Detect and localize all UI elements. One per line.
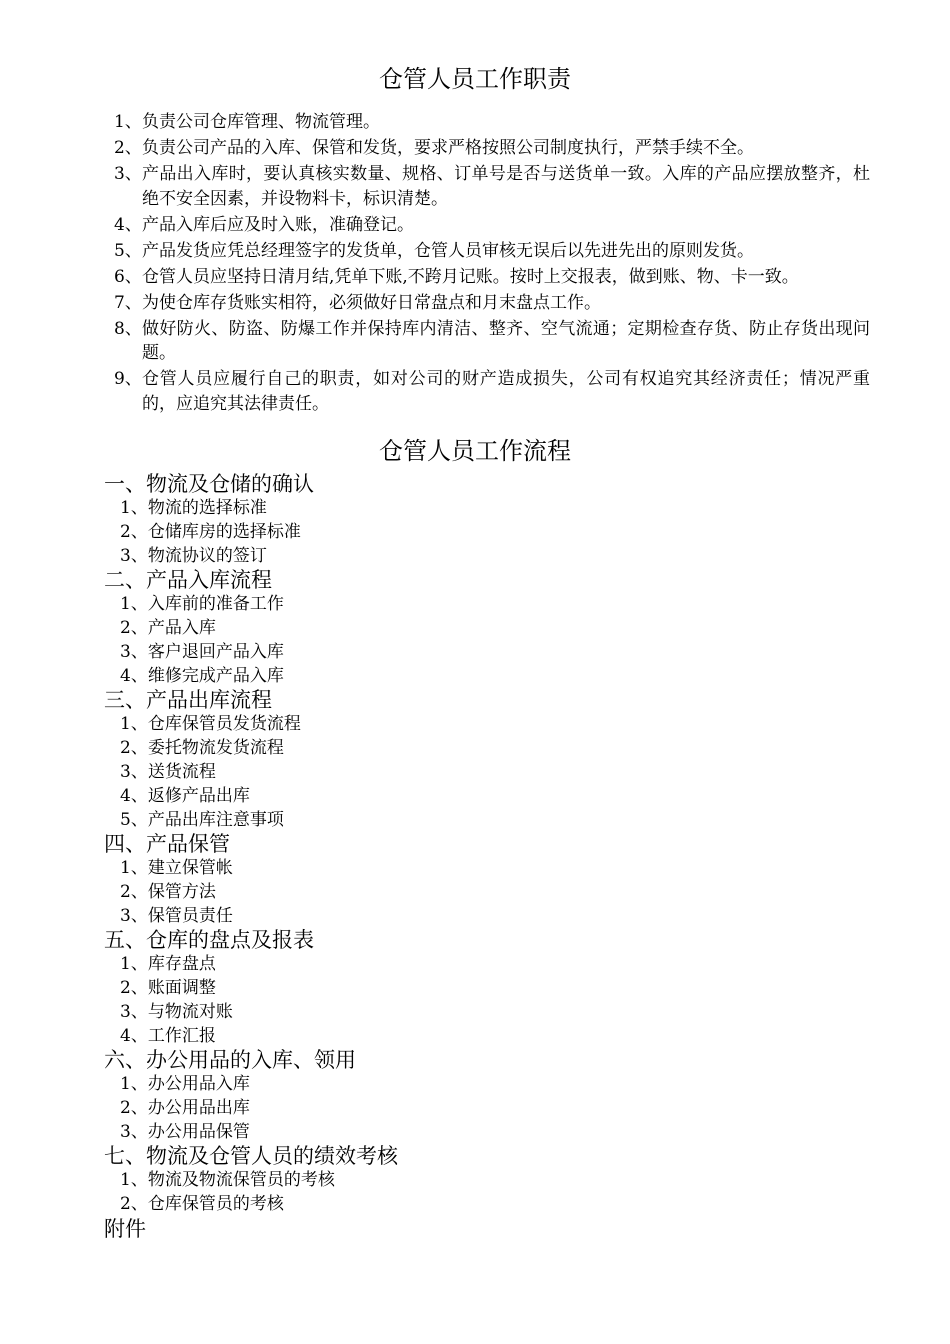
duty-number: 2、 [114,138,142,158]
section-item: 3、保管员责任 [120,906,233,926]
duties-list [0,110,950,416]
process-section [0,568,950,688]
section-item: 5、产品出库注意事项 [120,810,284,830]
section-item: 2、账面调整 [120,978,216,998]
attachment-label: 附件 [104,1217,146,1241]
section-item: 3、与物流对账 [120,1002,233,1022]
section-item: 1、建立保管帐 [120,858,233,878]
section-item: 2、办公用品出库 [120,1098,250,1118]
section-heading: 三、产品出库流程 [104,688,272,712]
duty-text: 做好防火、防盗、防爆工作并保持库内清洁、整齐、空气流通；定期检查存货、防止存货出现问题。 [142,318,870,363]
duty-number: 4、 [114,214,142,235]
section-item: 1、办公用品入库 [120,1074,250,1094]
duty-number: 8、 [114,318,142,339]
duty-item [0,291,950,316]
section-heading: 五、仓库的盘点及报表 [104,928,314,952]
duty-item [0,162,950,211]
section-heading: 二、产品入库流程 [104,568,272,592]
section-item: 1、库存盘点 [120,954,216,974]
section-item: 1、入库前的准备工作 [120,594,284,614]
section-item: 3、物流协议的签订 [120,546,267,566]
duty-number: 1、 [114,112,142,132]
section-item: 1、物流的选择标准 [120,498,267,518]
duty-text: 为使仓库存货账实相符，必须做好日常盘点和月末盘点工作。 [142,292,601,313]
process-section [0,688,950,832]
duty-item [0,110,950,135]
section-heading: 七、物流及仓管人员的绩效考核 [104,1144,398,1168]
section-item: 4、维修完成产品入库 [120,666,284,686]
section-item: 3、客户退回产品入库 [120,642,284,662]
process-title: 仓管人员工作流程 [379,437,571,465]
duty-number: 5、 [114,240,142,261]
duty-item [0,213,950,238]
duty-item [0,367,950,416]
process-section [0,928,950,1048]
duty-text: 产品发货应凭总经理签字的发货单，仓管人员审核无误后以先进先出的原则发货。 [142,240,754,261]
section-item: 1、物流及物流保管员的考核 [120,1170,335,1190]
process-section [0,832,950,928]
duty-text: 产品出入库时，要认真核实数量、规格、订单号是否与送货单一致。入库的产品应摆放整齐，杜绝不安全因素，并设物料卡，标识清楚。 [142,164,870,209]
duties-title: 仓管人员工作职责 [379,65,571,93]
process-section [0,1048,950,1144]
section-item: 2、仓库保管员的考核 [120,1194,284,1214]
duty-item [0,265,950,290]
duty-number: 9、 [114,369,142,389]
duty-text: 负责公司仓库管理、物流管理。 [142,112,380,132]
section-heading: 一、物流及仓储的确认 [104,472,314,496]
section-heading: 四、产品保管 [104,832,230,856]
process-section [0,472,950,568]
section-item: 4、工作汇报 [120,1026,216,1046]
duty-number: 7、 [114,292,142,313]
duty-item [0,136,950,161]
section-item: 2、保管方法 [120,882,216,902]
section-item: 3、送货流程 [120,762,216,782]
process-section [0,1144,950,1216]
duty-text: 仓管人员应坚持日清月结,凭单下账,不跨月记账。按时上交报表，做到账、物、卡一致。 [142,266,799,287]
duty-item [0,317,950,366]
section-item: 2、委托物流发货流程 [120,738,284,758]
duty-text: 仓管人员应履行自己的职责，如对公司的财产造成损失，公司有权追究其经济责任；情况严重的，应追究其法律责任。 [142,369,870,414]
duty-text: 产品入库后应及时入账，准确登记。 [142,214,414,235]
duty-item [0,239,950,264]
duty-number: 6、 [114,266,142,287]
section-item: 4、返修产品出库 [120,786,250,806]
section-heading: 六、办公用品的入库、领用 [104,1048,356,1072]
section-item: 2、产品入库 [120,618,216,638]
duty-text: 负责公司产品的入库、保管和发货，要求严格按照公司制度执行，严禁手续不全。 [142,138,754,158]
duty-number: 3、 [114,164,142,184]
section-item: 1、仓库保管员发货流程 [120,714,301,734]
section-item: 2、仓储库房的选择标准 [120,522,301,542]
section-item: 3、办公用品保管 [120,1122,250,1142]
